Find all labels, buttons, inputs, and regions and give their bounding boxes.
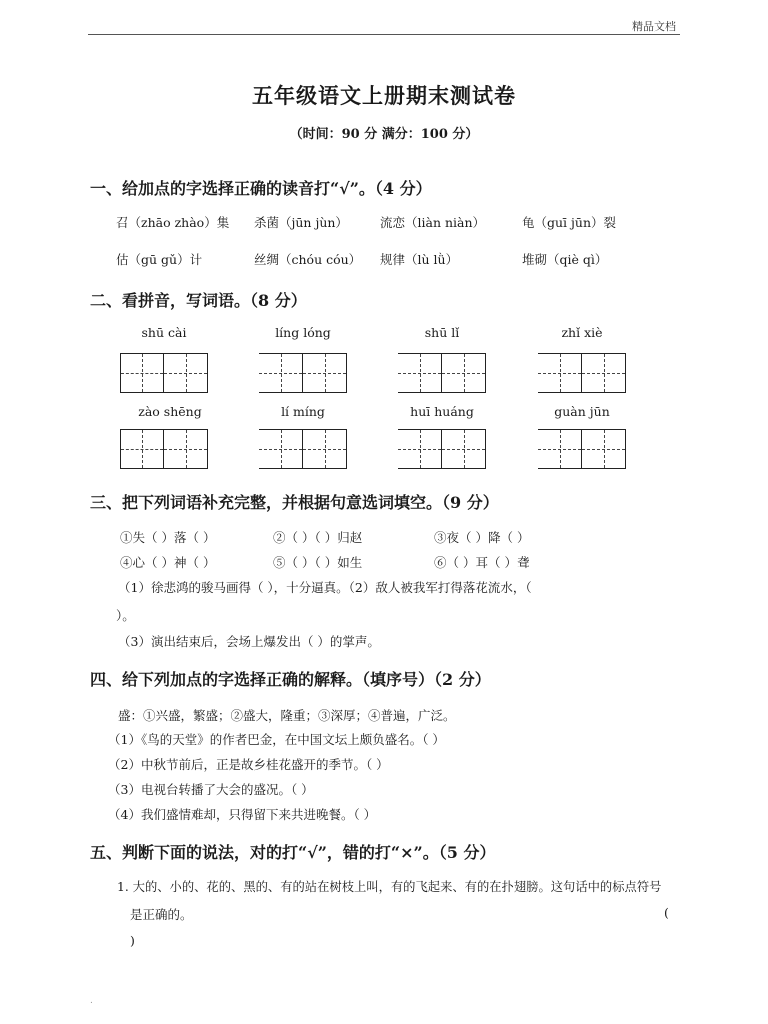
pronunciation-item: 规律（lù lǜ） bbox=[380, 252, 459, 267]
footer-dot: . bbox=[90, 996, 93, 1006]
header-rule bbox=[88, 34, 680, 35]
grid-cell[interactable] bbox=[259, 353, 303, 393]
fill-question-1: （1）徐悲鸿的骏马画得（ ），十分逼真。（2）敌人被我军打得落花流水，（ bbox=[118, 580, 532, 595]
answer-paren-close: ) bbox=[130, 933, 135, 948]
pinyin-label: shū cài bbox=[141, 325, 187, 340]
grid-cell[interactable] bbox=[164, 353, 208, 393]
section-2-heading: 二、看拼音，写词语。（8 分） bbox=[90, 291, 307, 310]
pinyin-label: lí míng bbox=[281, 404, 325, 419]
pronunciation-item: 杀菌（jūn jùn） bbox=[254, 215, 348, 230]
idiom-item: ③夜（ ）降（ ） bbox=[434, 530, 530, 545]
grid-cell[interactable] bbox=[538, 429, 582, 469]
section-5-heading: 五、判断下面的说法，对的打“√”，错的打“×”。（5 分） bbox=[90, 843, 496, 862]
section-4-heading: 四、给下列加点的字选择正确的解释。（填序号）（2 分） bbox=[90, 670, 491, 689]
idiom-item: ⑥（ ）耳（ ）聋 bbox=[434, 555, 530, 570]
idiom-item: ⑤（ ）（ ）如生 bbox=[273, 555, 363, 570]
meaning-question: （3）电视台转播了大会的盛况。（ ） bbox=[108, 782, 314, 797]
meaning-question: （2）中秋节前后，正是故乡桂花盛开的季节。（ ） bbox=[108, 757, 389, 772]
meaning-question: （4）我们盛情难却，只得留下来共进晚餐。（ ） bbox=[108, 807, 377, 822]
judge-item-1-cont: 是正确的。 bbox=[130, 907, 193, 922]
pronunciation-item: 丝绸（chóu cóu） bbox=[254, 252, 362, 267]
pinyin-label: líng lóng bbox=[275, 325, 331, 340]
grid-cell[interactable] bbox=[582, 353, 626, 393]
grid-cell[interactable] bbox=[164, 429, 208, 469]
answer-paren-open: ( bbox=[664, 905, 669, 920]
grid-cell[interactable] bbox=[303, 353, 347, 393]
grid-cell[interactable] bbox=[442, 353, 486, 393]
grid-cell[interactable] bbox=[259, 429, 303, 469]
grid-cell[interactable] bbox=[303, 429, 347, 469]
grid-cell[interactable] bbox=[120, 353, 164, 393]
exam-subtitle: （时间：90 分 满分：100 分） bbox=[289, 127, 479, 142]
pinyin-label: zhǐ xiè bbox=[561, 325, 603, 340]
grid-cell[interactable] bbox=[538, 353, 582, 393]
header-label: 精品文档 bbox=[632, 20, 676, 33]
pronunciation-item: 堆砌（qiè qì） bbox=[522, 252, 608, 267]
fill-question-3: （3）演出结束后，会场上爆发出（ ）的掌声。 bbox=[118, 634, 380, 649]
pinyin-label: huī huáng bbox=[410, 404, 474, 419]
judge-item-1: 1. 大的、小的、花的、黑的、有的站在树枝上叫，有的飞起来、有的在扑翅膀。这句话中的标点符号 bbox=[117, 880, 662, 894]
pronunciation-item: 流恋（liàn niàn） bbox=[380, 215, 486, 230]
section-3-heading: 三、把下列词语补充完整，并根据句意选词填空。（9 分） bbox=[90, 493, 499, 512]
fill-question-1-end: ）。 bbox=[116, 608, 135, 623]
grid-cell[interactable] bbox=[398, 353, 442, 393]
pinyin-label: shū lǐ bbox=[424, 325, 460, 340]
idiom-item: ②（ ）（ ）归赵 bbox=[273, 530, 363, 545]
grid-cell[interactable] bbox=[398, 429, 442, 469]
definition-line: 盛：①兴盛，繁盛；②盛大，隆重；③深厚；④普遍，广泛。 bbox=[118, 708, 456, 723]
pronunciation-item: 估（gū gǔ）计 bbox=[116, 252, 203, 267]
meaning-question: （1）《鸟的天堂》的作者巴金，在中国文坛上颇负盛名。（ ） bbox=[108, 732, 445, 747]
section-1-heading: 一、给加点的字选择正确的读音打“√”。（4 分） bbox=[90, 179, 432, 198]
page-title: 五年级语文上册期末测试卷 bbox=[252, 83, 516, 108]
grid-cell[interactable] bbox=[120, 429, 164, 469]
idiom-item: ①失（ ）落（ ） bbox=[120, 530, 216, 545]
pronunciation-item: 召（zhāo zhào）集 bbox=[116, 215, 230, 230]
idiom-item: ④心（ ）神（ ） bbox=[120, 555, 216, 570]
grid-cell[interactable] bbox=[582, 429, 626, 469]
grid-cell[interactable] bbox=[442, 429, 486, 469]
pinyin-label: zào shēng bbox=[138, 404, 202, 419]
pronunciation-item: 龟（guī jūn）裂 bbox=[522, 215, 617, 230]
pinyin-label: guàn jūn bbox=[554, 404, 610, 419]
